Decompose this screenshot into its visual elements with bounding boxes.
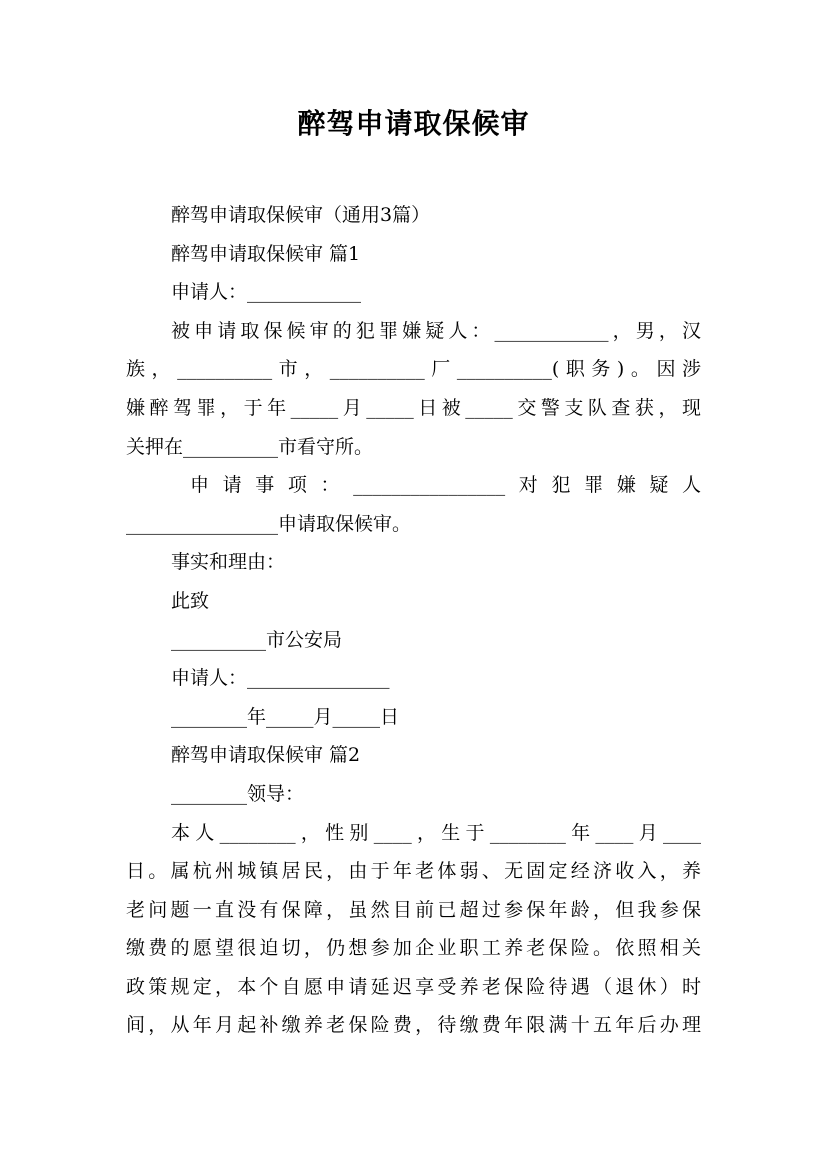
document-title: 醉驾申请取保候审 bbox=[297, 107, 530, 140]
paragraph-line: 嫌醉驾罪，于年_____月_____日被_____交警支队查获，现 bbox=[126, 396, 701, 419]
section-heading-1: 醉驾申请取保候审 篇1 bbox=[171, 242, 361, 265]
paragraph-line: 日。属杭州城镇居民，由于年老体弱、无固定经济收入，养 bbox=[126, 860, 701, 883]
facts-reasons-label: 事实和理由： bbox=[171, 551, 286, 574]
paragraph-line: 关押在__________市看守所。 bbox=[126, 435, 374, 458]
date-line: ________年_____月_____日 bbox=[171, 705, 400, 728]
salutation: 此致 bbox=[171, 589, 210, 612]
leader-salutation: ________领导： bbox=[171, 782, 305, 805]
doc-subtitle: 醉驾申请取保候审（通用3篇） bbox=[171, 204, 431, 226]
paragraph-line: 本人________，性别____，生于________年____月____ bbox=[171, 821, 701, 844]
application-matter-line: ________________申请取保候审。 bbox=[126, 512, 412, 535]
paragraph-line: 老问题一直没有保障，虽然目前已超过参保年龄，但我参保 bbox=[126, 898, 701, 921]
paragraph-line: 间，从年月起补缴养老保险费，待缴费年限满十五年后办理 bbox=[126, 1014, 701, 1037]
signature-applicant-line: 申请人：_______________ bbox=[171, 667, 390, 690]
paragraph-line: 缴费的愿望很迫切，仍想参加企业职工养老保险。依照相关 bbox=[126, 937, 701, 960]
section-heading-2: 醉驾申请取保候审 篇2 bbox=[171, 744, 361, 767]
document-body bbox=[126, 196, 701, 1045]
applicant-line: 申请人：____________ bbox=[171, 281, 362, 304]
paragraph-line: 被申请取保候审的犯罪嫌疑人：____________，男，汉 bbox=[171, 319, 701, 342]
paragraph-line: 族，__________市，__________厂__________(职务)。因涉 bbox=[126, 358, 701, 381]
recipient-line: __________市公安局 bbox=[171, 628, 343, 651]
paragraph-line: 政策规定，本个自愿申请延迟享受养老保险待遇（退休）时 bbox=[126, 975, 701, 998]
application-matter-line: 申请事项：________________对犯罪嫌疑人 bbox=[190, 474, 701, 497]
